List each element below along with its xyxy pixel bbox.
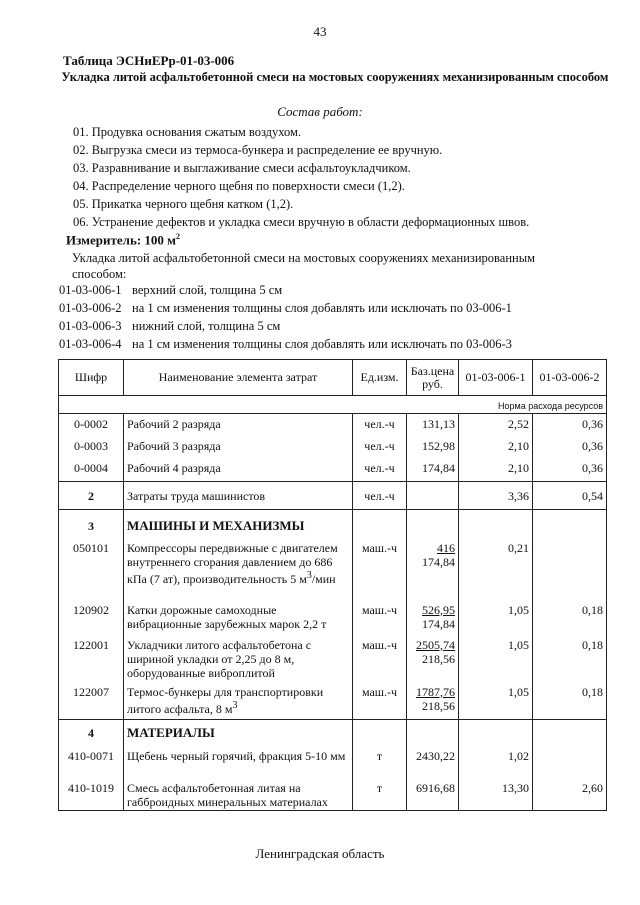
section-number: 3 — [59, 510, 124, 538]
price-bottom: 174,84 — [422, 616, 455, 631]
cell-name-text: Компрессоры передвижные с двигателем внутреннего сгорания давлением до 686 кПа (7 ат), производительность 5 м — [127, 540, 338, 586]
cell-v2: 0,18 — [533, 600, 607, 635]
table-row — [59, 482, 607, 510]
table-row — [59, 436, 607, 458]
works-list — [73, 123, 613, 231]
cell-price — [407, 600, 459, 635]
cell-unit: чел.-ч — [353, 482, 407, 510]
measure-title — [66, 232, 180, 248]
code-id: 01-03-006-3 — [59, 319, 122, 333]
code-text: нижний слой, толщина 5 см — [132, 319, 281, 333]
code-text: на 1 см изменения толщины слоя добавлять или исключать по 03-006-1 — [132, 301, 512, 315]
table-row — [59, 414, 607, 436]
cell-v2: 0,36 — [533, 436, 607, 458]
code-line — [59, 335, 619, 353]
table-row — [59, 458, 607, 482]
cell-v1: 1,05 — [459, 600, 533, 635]
cell-unit: маш.-ч — [353, 600, 407, 635]
cell-code: 120902 — [59, 600, 124, 635]
cell-v2: 2,60 — [533, 778, 607, 811]
cell-code: 122001 — [59, 635, 124, 682]
cell-name — [124, 682, 353, 720]
cell-price: 2430,22 — [407, 746, 459, 778]
code-id: 01-03-006-1 — [59, 283, 122, 297]
cell-code: 2 — [59, 482, 124, 510]
cell-name: Щебень черный горячий, фракция 5-10 мм — [124, 746, 353, 778]
table-row — [59, 778, 607, 811]
code-id: 01-03-006-2 — [59, 301, 122, 315]
cell-v1: 2,52 — [459, 414, 533, 436]
norm-row — [59, 396, 607, 414]
cell-price: 174,84 — [407, 458, 459, 482]
cell-v2: 0,36 — [533, 414, 607, 436]
cell-v1: 1,02 — [459, 746, 533, 778]
code-text: верхний слой, толщина 5 см — [132, 283, 283, 297]
cell-v1: 2,10 — [459, 458, 533, 482]
section-title: МАШИНЫ И МЕХАНИЗМЫ — [124, 510, 353, 538]
price-bottom: 174,84 — [422, 554, 455, 569]
cell-name: Рабочий 3 разряда — [124, 436, 353, 458]
table-row — [59, 746, 607, 778]
cell-name-text: Термос-бункеры для транспортировки литого асфальта, 8 м — [127, 684, 324, 716]
cell-code: 122007 — [59, 682, 124, 720]
page-number: 43 — [313, 24, 327, 39]
cell-name: Катки дорожные самоходные вибрационные зарубежных марок 2,2 т — [124, 600, 353, 635]
document-heading: Укладка литой асфальтобетонной смеси на мостовых сооружениях механизированным способом — [61, 70, 609, 84]
price-bottom: 218,56 — [422, 651, 455, 666]
work-item: 04. Распределение черного щебня по поверхности смеси (1,2). — [73, 179, 405, 193]
cell-price — [407, 682, 459, 720]
cell-code: 0-0004 — [59, 458, 124, 482]
cell-unit: т — [353, 746, 407, 778]
col-header-v1: 01-03-006-1 — [459, 360, 533, 396]
col-header-name: Наименование элемента затрат — [124, 360, 353, 396]
code-id: 01-03-006-4 — [59, 337, 122, 351]
code-line — [59, 299, 619, 317]
code-text: на 1 см изменения толщины слоя добавлять или исключать по 03-006-3 — [132, 337, 512, 351]
cell-v2: 0,18 — [533, 635, 607, 682]
cell-price: 6916,68 — [407, 778, 459, 811]
col-header-unit: Ед.изм. — [353, 360, 407, 396]
cell-v2: 0,18 — [533, 682, 607, 720]
table-title: Таблица ЭСНиЕРр-01-03-006 — [63, 53, 235, 68]
table-row — [59, 600, 607, 635]
cell-name-tail: /мин — [311, 571, 336, 586]
work-item: 01. Продувка основания сжатым воздухом. — [73, 125, 302, 139]
measure-label: Измеритель: 100 м — [66, 232, 177, 248]
table-row — [59, 635, 607, 682]
cell-v1: 3,36 — [459, 482, 533, 510]
code-line — [59, 281, 619, 299]
cell-code: 0-0003 — [59, 436, 124, 458]
cell-code: 410-0071 — [59, 746, 124, 778]
table-row — [59, 538, 607, 600]
col-header-price: Баз.цена руб. — [407, 360, 459, 396]
cell-v1: 13,30 — [459, 778, 533, 811]
cell-v1: 1,05 — [459, 682, 533, 720]
cell-v1: 2,10 — [459, 436, 533, 458]
cell-name: Затраты труда машинистов — [124, 482, 353, 510]
cell-unit: маш.-ч — [353, 538, 407, 600]
cell-name: Укладчики литого асфальтобетона с шириной укладки от 2,25 до 8 м, оборудованные виброплитой — [124, 635, 353, 682]
price-bottom: 218,56 — [422, 698, 455, 713]
cell-name: Смесь асфальтобетонная литая на габброидных минеральных материалах — [124, 778, 353, 811]
section-number: 4 — [59, 720, 124, 746]
cell-unit: чел.-ч — [353, 458, 407, 482]
cell-name: Рабочий 4 разряда — [124, 458, 353, 482]
cell-name — [124, 538, 353, 600]
cell-name: Рабочий 2 разряда — [124, 414, 353, 436]
price-top: 526,95 — [422, 602, 455, 617]
norm-label: Норма расхода ресурсов — [59, 396, 607, 414]
work-item: 03. Разравнивание и выглаживание смеси асфальтоукладчиком. — [73, 161, 411, 175]
resources-table — [58, 359, 607, 811]
code-line — [59, 317, 619, 335]
price-top: 416 — [437, 540, 455, 555]
cell-v1: 1,05 — [459, 635, 533, 682]
codes-list — [59, 281, 619, 353]
work-item: 02. Выгрузка смеси из термоса-бункера и распределение ее вручную. — [73, 143, 443, 157]
col-header-code: Шифр — [59, 360, 124, 396]
cell-v2 — [533, 746, 607, 778]
cell-unit: т — [353, 778, 407, 811]
cell-code: 410-1019 — [59, 778, 124, 811]
section-title: МАТЕРИАЛЫ — [124, 720, 353, 746]
table-row — [59, 682, 607, 720]
measure-sup: 2 — [176, 232, 181, 241]
cell-v2: 0,36 — [533, 458, 607, 482]
table-header-row — [59, 360, 607, 396]
price-top: 1787,76 — [416, 684, 455, 699]
cell-code: 050101 — [59, 538, 124, 600]
cell-unit: маш.-ч — [353, 635, 407, 682]
cell-price — [407, 538, 459, 600]
cell-v2 — [533, 538, 607, 600]
cell-price — [407, 482, 459, 510]
works-title: Состав работ: — [277, 104, 363, 119]
cell-price — [407, 635, 459, 682]
cell-unit: маш.-ч — [353, 682, 407, 720]
work-item: 05. Прикатка черного щебня катком (1,2). — [73, 197, 294, 211]
page-footer: Ленинградская область — [255, 846, 385, 861]
cell-v2: 0,54 — [533, 482, 607, 510]
cell-unit: чел.-ч — [353, 414, 407, 436]
section-row — [59, 510, 607, 538]
measure-description: Укладка литой асфальтобетонной смеси на мостовых сооружениях механизированным способом: — [72, 251, 536, 281]
section-row — [59, 720, 607, 746]
cell-price: 152,98 — [407, 436, 459, 458]
work-item: 06. Устранение дефектов и укладка смеси вручную в области деформационных швов. — [73, 215, 530, 229]
cell-name-sup: 3 — [306, 569, 312, 581]
cell-v1: 0,21 — [459, 538, 533, 600]
cell-name-sup: 3 — [232, 699, 238, 711]
cell-code: 0-0002 — [59, 414, 124, 436]
col-header-v2: 01-03-006-2 — [533, 360, 607, 396]
price-top: 2505,74 — [416, 637, 455, 652]
cell-price: 131,13 — [407, 414, 459, 436]
cell-unit: чел.-ч — [353, 436, 407, 458]
